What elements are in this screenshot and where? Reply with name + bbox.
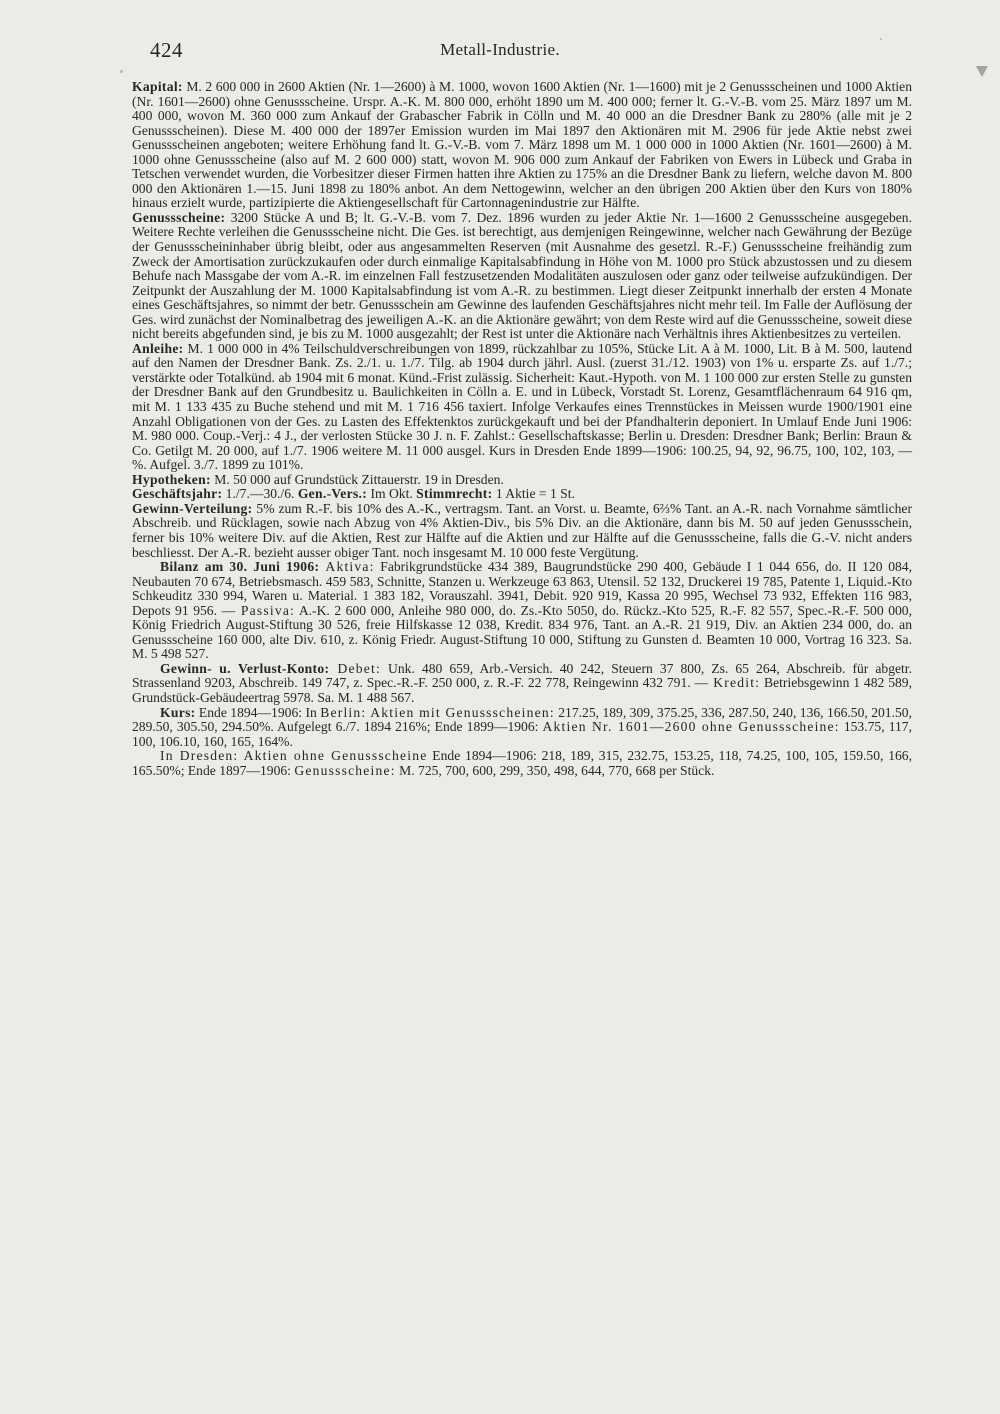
paragraph-geschaeftsjahr [132,487,912,502]
paragraph-gewinn-verteilung [132,502,912,560]
paragraph-kapital [132,80,912,211]
paragraph-bilanz [132,560,912,662]
paragraph-kurs [132,706,912,750]
paragraph-text: Im Okt. [367,486,417,502]
spaced-heading: Debet: [329,660,381,676]
spaced-heading: Passiva: [235,602,296,618]
paragraph-anleihe [132,342,912,473]
section-label: Hypotheken: [132,471,211,487]
section-label: Genussscheine: [132,209,226,225]
paragraph-text: Ende 1894—1906: 218, 189, 315, 232.75, 153.25, 118, 74.25, 100, 105, 159.50, 166, 165.50%; Ende 1897—1906: [132,748,912,778]
paragraph-genussscheine [132,211,912,342]
paragraph-text: 153.75, 117, 100, 106.10, 160, 165, 164%. [132,719,912,749]
spaced-heading: Aktiva: [319,559,375,575]
section-label: Geschäftsjahr: [132,486,223,502]
section-label: Anleihe: [132,340,184,356]
paragraph-kurs-dresden [132,749,912,778]
paragraph-text: Ende 1894—1906: In [195,704,321,720]
paragraph-text: 217.25, 189, 309, 375.25, 336, 287.50, 240, 136, 166.50, 201.50, 289.50, 305.50, 294.50%. Aufgelegt 6./7. 1894 216%; Ende 1899—1906: [132,704,912,735]
paragraph-hypotheken [132,473,912,488]
paragraph-text: M. 2 600 000 in 2600 Aktien (Nr. 1—2600) à M. 1000, wovon 1600 Aktien (Nr. 1—1600) mit je 2 Genussscheinen und 1000 Aktien (Nr. 1601—2600) ohne Genussscheine. Urspr. A.-K. M. 800 000, erhöht 1890 um M. 400 000; ferner lt. G.-V.-B. vom 25. März 1897 um M. 400 000, wovon M. 360 000 zum Ankauf der Grabascher Fabrik in Cölln und M. 40 000 an die Dresdner Bank zu 280% (alle mit je 2 Genussscheinen). Diese M. 400 000 der 1897er Emission wurden im Mai 1897 den Aktionären mit M. 2906 für jede Aktie nebst zwei Genussscheinen angeboten; weitere Erhöhung fand lt. G.-V.-B. vom 7. März 1898 um M. 1 000 000 in 1000 Aktien (Nr. 1601—2600) à M. 1000 ohne Genussscheine (also auf M. 2 600 000) statt, wovon M. 906 000 zum Ankauf der Fabriken von Ewers in Lübeck und Graba in Tetschen verwendet wurden, die Vorbesitzer dieser Firmen hatten ihre Aktien zu 175% an die Dresdner Bank zu liefern, welche davon M. 800 000 den Aktionären 1.—15. Juni 1898 zu 180% anbot. An dem Nettogewinn, welcher an den übrigen 200 Aktien über den Kurs von 180% hinaus erzielt wurde, partizipierte die Aktiengesellschaft für Cartonnagenindustrie zur Hälfte. [132,79,912,211]
paragraph-text: Unk. 480 659, Arb.-Versich. 40 242, Steuern 37 800, Zs. 65 264, Abschreib. für abgetr. Strassenland 9203, Abschreib. 149 747, z. Spec.-R.-F. 250 000, z. R.-F. 22 778, Reingewinn 432 791. — [132,660,912,691]
paragraph-text: 3200 Stücke A und B; lt. G.-V.-B. vom 7. Dez. 1896 wurden zu jeder Aktie Nr. 1—1600 2 Genussscheine ausgegeben. Weitere Rechte verleihen die Genussscheine nicht. Die Ges. ist berechtigt, aus demjenigen Reingewinne, welcher nach Gewährung der Bezüge der Genussscheininhaber übrig bleibt, oder aus angesammelten Reserven (mit Ausnahme des gesetzl. R.-F.) Genussscheine freihändig zum Zweck der Amortisation zurückzukaufen oder durch einmalige Kapitalsabfindung in Höhe von M. 1000 pro Stück abzustossen und zu diesem Behufe nach Massgabe der vom A.-R. im einzelnen Fall festzusetzenden Modalitäten auszulosen oder ganz oder teilweise aufzukündigen. Der Zeitpunkt der Auszahlung der M. 1000 Kapitalsabfindung ist vom A.-R. zu bestimmen. Liegt dieser Zeitpunkt innerhalb der ersten 4 Monate eines Geschäftsjahres, so nimmt der betr. Genussschein am Gewinne des laufenden Geschäftsjahres nicht mehr teil. Im Falle der Auflösung der Ges. wird zunächst der Nominalbetrag des jeweiligen A.-K. an die Aktionäre gewährt; von dem Reste wird auf die Genussscheine, soweit diese nicht bereits abgefunden sind, je bis zu M. 1000 ausgezahlt; der Rest ist unter die Aktionäre nach Verhältnis ihres Aktienbesitzes zu verteilen. [132,209,912,342]
spaced-heading: Aktien Nr. 1601—2600 ohne Genussscheine: [542,719,840,735]
text-body [132,80,912,778]
paragraph-text: M. 1 000 000 in 4% Teilschuldverschreibungen von 1899, rückzahlbar zu 105%, Stücke Lit. A à M. 1000, Lit. B à M. 500, lautend auf den Namen der Dresdner Bank. Zs. 2./1. u. 1./7. Tilg. ab 1904 durch jährl. Ausl. (zuerst 31./12. 1903) von 1% u. ersparte Zs. auf 1./7.; verstärkte oder Totalkünd. ab 1904 mit 6 monat. Künd.-Frist zulässig. Sicherheit: Kaut.-Hypoth. von M. 1 100 000 zur ersten Stelle zu gunsten der Dresdner Bank auf den Grundbesitz u. Baulichkeiten in Cölln a. E. und in Lübeck, Vorstadt St. Lorenz, Gesamtflächenraum 64 916 qm, mit M. 1 133 435 zu Buche stehend und mit M. 1 716 456 taxiert. Infolge Verkaufes eines Trennstückes in Meissen wurde 1900/1901 eine Anzahl Obligationen von der Ges. zu Lasten des Effektenktos zurückgekauft und bei der Pfandhalterin deponiert. In Umlauf Ende Juni 1906: M. 980 000. Coup.-Verj.: 4 J., der verlosten Stücke 30 J. n. F. Zahlst.: Gesellschaftskasse; Berlin u. Dresden: Dresdner Bank; Berlin: Braun & Co. Getilgt M. 20 000, auf 1./7. 1906 weitere M. 11 000 ausgel. Kurs in Dresden Ende 1899—1906: 100.25, 94, 92, 96.75, 100, 102, 103, —%. Aufgel. 3./7. 1899 zu 101%. [132,340,912,473]
section-label: Kapital: [132,79,183,94]
page-header [0,38,1000,68]
section-label: Bilanz am 30. Juni 1906: [160,559,320,575]
section-label: Stimmrecht: [416,486,493,502]
paragraph-text: M. 725, 700, 600, 299, 350, 498, 644, 770, 668 per Stück. [395,762,715,778]
section-label: Gen.-Vers.: [297,486,368,502]
page-fold-shade [924,0,1000,1414]
paragraph-text: A.-K. 2 600 000, Anleihe 980 000, do. Zs.-Kto 5050, do. Rückz.-Kto 525, R.-F. 82 557, Spec.-R.-F. 500 000, König Friedrich August-Stiftung 30 526, freie Hilfskasse 12 038, Kredit. 834 976, Tant. an A.-R. 21 919, Div. an Aktien 234 000, do. an Genussscheine 160 000, alte Div. 610, z. König Friedr. August-Stiftung 10 000, Stiftung zu Gunsten d. Beamten 10 000, Vortrag 16 323. Sa. M. 5 498 527. [132,602,912,662]
ink-speck [880,38,882,40]
paragraph-text: 1./7.—30./6. [222,486,298,502]
section-label: Gewinn-Verteilung: [132,500,253,516]
spaced-heading: Genussscheine: [294,762,396,778]
spaced-heading: Kredit: [708,675,761,691]
running-title: Metall-Industrie. [440,40,560,59]
paragraph-text: M. 50 000 auf Grundstück Zittauerstr. 19 in Dresden. [210,471,504,487]
paragraph-text: Betriebsgewinn 1 482 589, Grundstück-Gebäudeertrag 5978. Sa. M. 1 488 567. [132,675,912,705]
paragraph-text: 5% zum R.-F. bis 10% des A.-K., vertragsm. Tant. an Vorst. u. Beamte, 6⅔% Tant. an A.-R. nach Vornahme sämtlicher Abschreib. und Rücklagen, sowie nach Abzug von 4% Aktien-Div., bis 5% Div. an die Aktionäre, dann bis M. 50 auf jeden Genussschein, ferner bis 10% weitere Div. auf die Aktien, Rest zur Hälfte auf die Aktien und zur Hälfte auf die Genussscheine, falls die G.-V. nicht anders beschliesst. Der A.-R. bezieht ausser obiger Tant. noch insgesamt M. 10 000 feste Vergütung. [132,500,912,560]
spaced-heading: In Dresden: Aktien ohne Genussscheine [160,748,428,764]
section-label: Gewinn- u. Verlust-Konto: [160,660,330,676]
paragraph-text: Fabrikgrundstücke 434 389, Baugrundstücke 290 400, Gebäude I 1 044 656, do. II 120 084, Neubauten 70 674, Betriebsmasch. 459 583, Schnitte, Stanzen u. Werkzeuge 63 863, Utensil. 52 132, Druckerei 19 785, Patente 1, Liquid.-Kto Schkeuditz 330 994, Waren u. Material. 1 383 182, Vorauszahl. 3941, Debit. 920 919, Kassa 20 995, Wechsel 73 932, Effekten 116 983, Depots 91 956. — [132,559,912,618]
paragraph-gewinn-verlust [132,662,912,706]
paragraph-text: 1 Aktie = 1 St. [492,486,575,502]
spaced-heading: Berlin: Aktien mit Genussscheinen: [320,704,555,720]
page-number: 424 [150,38,183,62]
ink-speck [120,70,123,73]
section-label: Kurs: [160,704,196,720]
